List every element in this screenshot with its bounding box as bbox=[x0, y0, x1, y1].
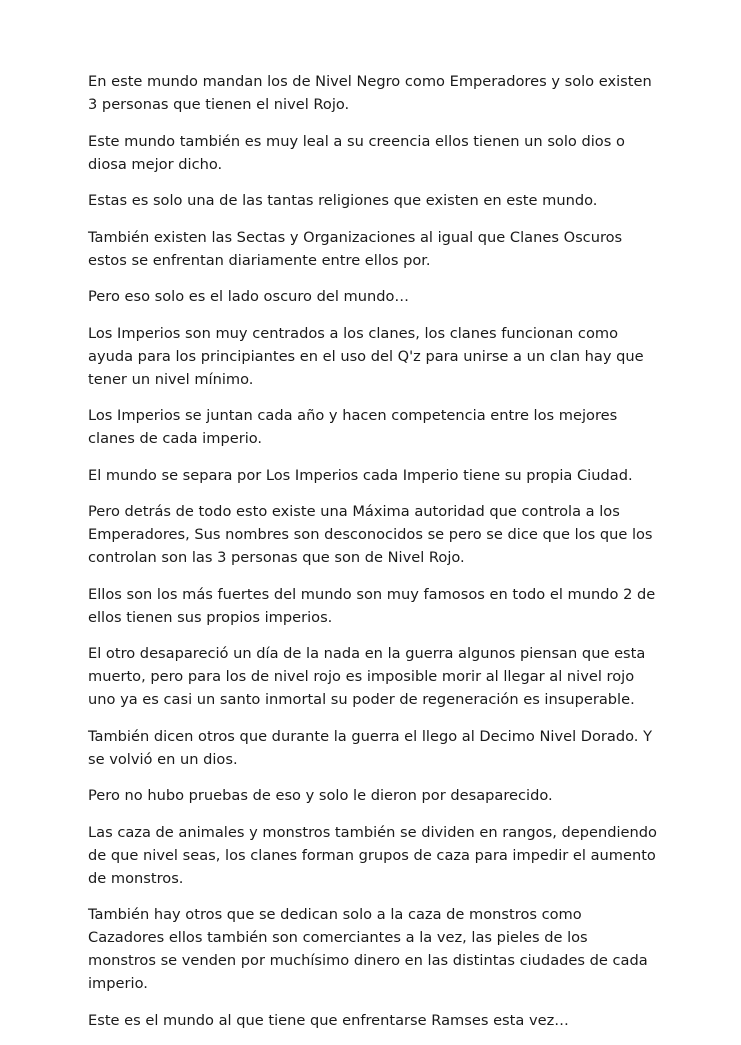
document-body bbox=[88, 70, 660, 1045]
paragraph-9: Pero detrás de todo esto existe una Máxima autoridad que controla a los Emperadores, Sus nombres son desconocidos se pero se dice que los que los controlan son las 3 personas que son de Nivel Rojo. bbox=[88, 503, 653, 566]
paragraph-6: Los Imperios son muy centrados a los clanes, los clanes funcionan como ayuda para los principiantes en el uso del Q'z para unirse a un clan hay que tener un nivel mínimo. bbox=[88, 324, 644, 388]
paragraph-16: Este es el mundo al que tiene que enfrentarse Ramses esta vez… bbox=[88, 1011, 569, 1029]
paragraph-14: Las caza de animales y monstros también se dividen en rangos, dependiendo de que nivel seas, los clanes forman grupos de caza para impedir el aumento de monstros. bbox=[88, 823, 657, 887]
paragraph-4: También existen las Sectas y Organizaciones al igual que Clanes Oscuros estos se enfrentan diariamente entre ellos por. bbox=[88, 228, 623, 269]
paragraph-13: Pero no hubo pruebas de eso y solo le dieron por desaparecido. bbox=[88, 787, 553, 804]
paragraph-5: Pero eso solo es el lado oscuro del mundo… bbox=[88, 288, 410, 305]
paragraph-7: Los Imperios se juntan cada año y hacen competencia entre los mejores clanes de cada imperio. bbox=[88, 407, 618, 447]
paragraph-12: También dicen otros que durante la guerra el llego al Decimo Nivel Dorado. Y se volvió en un dios. bbox=[88, 727, 653, 768]
paragraph-15: También hay otros que se dedican solo a la caza de monstros como Cazadores ellos también son comerciantes a la vez, las pieles de los monstros se venden por muchísimo dinero en las distintas ciudades de cada imperio. bbox=[88, 906, 648, 992]
paragraph-1: En este mundo mandan los de Nivel Negro como Emperadores y solo existen 3 personas que tienen el nivel Rojo. bbox=[88, 73, 652, 113]
paragraph-2: Este mundo también es muy leal a su creencia ellos tienen un solo dios o diosa mejor dicho. bbox=[88, 132, 625, 173]
paragraph-10: Ellos son los más fuertes del mundo son muy famosos en todo el mundo 2 de ellos tienen sus propios imperios. bbox=[88, 585, 656, 626]
paragraph-8: El mundo se separa por Los Imperios cada Imperio tiene su propia Ciudad. bbox=[88, 466, 633, 484]
paragraph-3: Estas es solo una de las tantas religiones que existen en este mundo. bbox=[88, 192, 598, 209]
paragraph-11: El otro desapareció un día de la nada en la guerra algunos piensan que esta muerto, pero para los de nivel rojo es imposible morir al llegar al nivel rojo uno ya es casi un santo inmortal su poder de regeneración es insuperable. bbox=[88, 645, 646, 708]
